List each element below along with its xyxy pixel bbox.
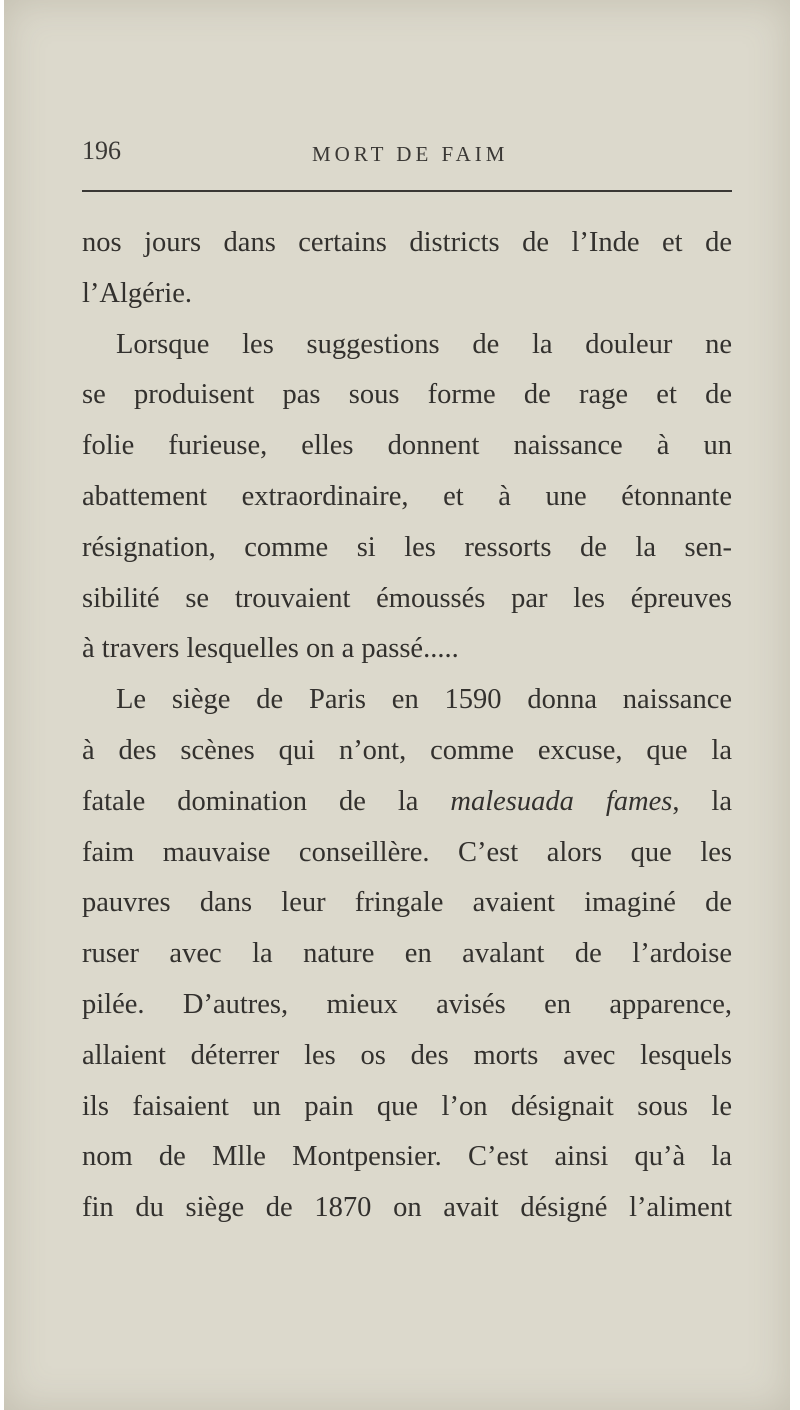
line-text-before: fatale domination de la: [82, 785, 451, 817]
text-line: l’Algérie.: [82, 277, 192, 309]
running-head: MORT DE FAIM: [312, 142, 509, 166]
text-line: nos jours dans certains districts de l’Inde et de: [82, 227, 732, 258]
paragraph-first-line: Le siège de Paris en 1590 donna naissance: [116, 684, 732, 716]
book-page: [4, 0, 790, 1410]
text-line: sibilité se trouvaient émoussés par les épreuves: [82, 582, 732, 614]
header-rule: [82, 190, 732, 192]
text-line: à des scènes qui n’ont, comme excuse, que la: [82, 734, 732, 766]
page-edge: [790, 0, 800, 1410]
text-line: nom de Mlle Montpensier. C’est ainsi qu’à la: [82, 1141, 732, 1173]
text-line: se produisent pas sous forme de rage et de: [82, 379, 732, 411]
page-number: 196: [82, 136, 121, 165]
line-text-after: , la: [672, 785, 732, 817]
text-line: folie furieuse, elles donnent naissance à un: [82, 430, 732, 462]
body-text: [82, 218, 732, 1234]
text-line: allaient déterrer les os des morts avec lesquels: [82, 1039, 732, 1071]
text-line: faim mauvaise conseillère. C’est alors que les: [82, 836, 732, 868]
text-line: pilée. D’autres, mieux avisés en apparence,: [82, 988, 732, 1020]
text-line: fin du siège de 1870 on avait désigné l’aliment: [82, 1192, 732, 1224]
page-header: [82, 136, 732, 176]
text-line: ils faisaient un pain que l’on désignait sous le: [82, 1090, 732, 1122]
text-line: abattement extraordinaire, et à une étonnante: [82, 480, 732, 512]
text-line: à travers lesquelles on a passé.....: [82, 633, 459, 665]
text-line: pauvres dans leur fringale avaient imaginé de: [82, 887, 732, 919]
text-line-with-italic: [82, 777, 732, 828]
text-line: résignation, comme si les ressorts de la sen-: [82, 531, 732, 563]
paragraph-first-line: Lorsque les suggestions de la douleur ne: [116, 328, 732, 360]
latin-phrase: malesuada fames: [450, 785, 673, 817]
text-line: ruser avec la nature en avalant de l’ardoise: [82, 938, 732, 970]
